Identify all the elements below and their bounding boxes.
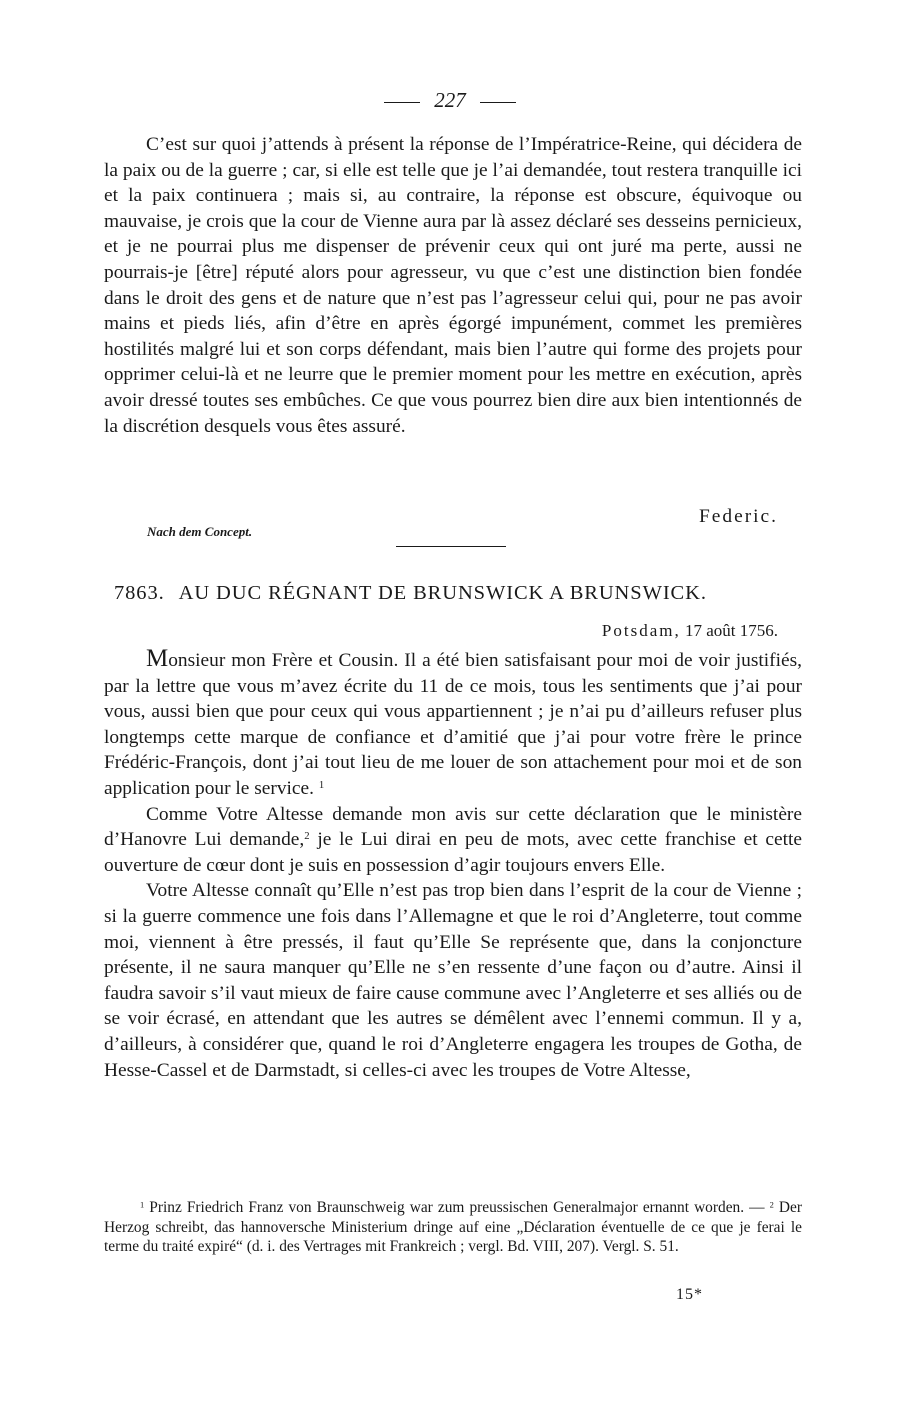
footnote-2: Der Herzog schreibt, das hannoversche Ministerium dringe auf eine „Déclaration éventuelle de ce que je ferai le terme du traité expiré“ (d. i. des Vertrages mit Frankreich ; vergl. Bd. VIII, 207). Vergl. S. 51. bbox=[104, 1199, 802, 1256]
letter-heading bbox=[114, 582, 804, 605]
paragraph-2-text-b: je le Lui dirai en peu de mots, avec cette franchise et cette ouverture de cœur dont je suis en possession d’agir toujours envers Elle. bbox=[104, 829, 802, 876]
paragraph-2-text-a: Comme Votre Altesse demande mon avis sur cette déclaration que le ministère d’Hanovre Lui demande, bbox=[104, 803, 802, 851]
printer-signature-mark: 15* bbox=[676, 1286, 703, 1303]
page-header bbox=[0, 88, 900, 113]
footnote-marker-1: 1 bbox=[140, 1199, 145, 1210]
footnotes bbox=[104, 1198, 802, 1257]
letter-paragraph-2 bbox=[104, 802, 802, 879]
footnote-1: Prinz Friedrich Franz von Braunschweig war zum preussischen Generalmajor ernannt worden. — bbox=[144, 1199, 770, 1216]
letter-paragraph-3: Votre Altesse connaît qu’Elle n’est pas trop bien dans l’esprit de la cour de Vienne ; si la guerre commence une fois dans l’Allemagne et que le roi d’Angleterre, tout comme moi, viennent à être pressés, il faut qu’Elle Se représente que, dans la conjoncture présente, il ne saura manquer qu’Elle ne s’en ressente d’une façon ou d’autre. Ainsi il faudra savoir s’il vaut mieux de faire cause commune avec l’Angleterre et ses alliés ou de se voir écrasé, en attendant que les autres se démêlent avec l’ennemi commun. Il y a, d’ailleurs, à considérer que, quand le roi d’Angleterre engagera les troupes de Gotha, de Hesse-Cassel et de Darmstadt, si celles-ci avec les troupes de Votre Altesse, bbox=[104, 880, 802, 1081]
letter-number: 7863. bbox=[114, 582, 165, 604]
previous-letter-paragraph: C’est sur quoi j’attends à présent la réponse de l’Impératrice-Reine, qui décidera de la paix ou de la guerre ; car, si elle est telle que je l’ai demandée, tout restera tranquille ici et la paix continuera ; mais si, au contraire, la réponse est obscure, équivoque ou mauvaise, je crois que la cour de Vienne aura par là assez déclaré ses desseins pernicieux, et je ne pourrai plus me dispenser de prévenir ceux qui ont juré ma perte, aussi ne pourrais-je [être] réputé alors pour agresseur, vu que c’est une distinction bien fondée dans le droit des gens et de nature que n’est pas l’agresseur celui qui, pour ne pas avoir mains et pieds liés, afin d’être en après égorgé impunément, commet les premières hostilités malgré lui et son corps défendant, mais bien l’autre qui forme des projets pour opprimer celui-là et ne leurre que le premier moment pour les mettre en exécution, après avoir dressé toutes ses embûches. Ce que vous pourrez bien dire aux bien intentionnés de la discrétion desquels vous êtes assuré. bbox=[104, 134, 802, 437]
header-rule-left bbox=[384, 102, 420, 103]
drop-initial: M bbox=[146, 645, 169, 672]
source-note: Nach dem Concept. bbox=[147, 524, 253, 539]
dateline-place: Potsdam, bbox=[601, 621, 681, 640]
letter-paragraph-1 bbox=[104, 646, 802, 802]
footnote-marker-2: 2 bbox=[769, 1199, 774, 1210]
previous-letter-ending bbox=[104, 132, 802, 439]
letter-title: AU DUC RÉGNANT DE BRUNSWICK A BRUNSWICK. bbox=[178, 582, 707, 604]
header-rule-right bbox=[480, 102, 516, 103]
dateline bbox=[602, 621, 778, 641]
signature-federic: Federic. bbox=[699, 506, 778, 527]
letter-body bbox=[104, 646, 802, 1083]
section-divider bbox=[396, 546, 506, 547]
footnote-text bbox=[104, 1198, 802, 1257]
footnote-ref-2: 2 bbox=[304, 830, 310, 843]
footnote-ref-1: 1 bbox=[318, 779, 325, 792]
dateline-date: 17 août 1756. bbox=[684, 621, 778, 640]
page-number: 227 bbox=[434, 88, 466, 112]
paragraph-1-text: onsieur mon Frère et Cousin. Il a été bien satisfaisant pour moi de voir justifiés, par la lettre que vous m’avez écrite du 11 de ce mois, tous les sentiments que j’ai pour vous, aussi bien que pour ceux qui vous appartiennent ; je n’ai pu d’ailleurs refuser plus longtemps cette marque de confiance et d’amitié que j’ai pour votre frère le prince Frédéric-François, dont j’ai tout lieu de me louer de son attachement pour moi et de son application pour le service. bbox=[104, 650, 802, 799]
